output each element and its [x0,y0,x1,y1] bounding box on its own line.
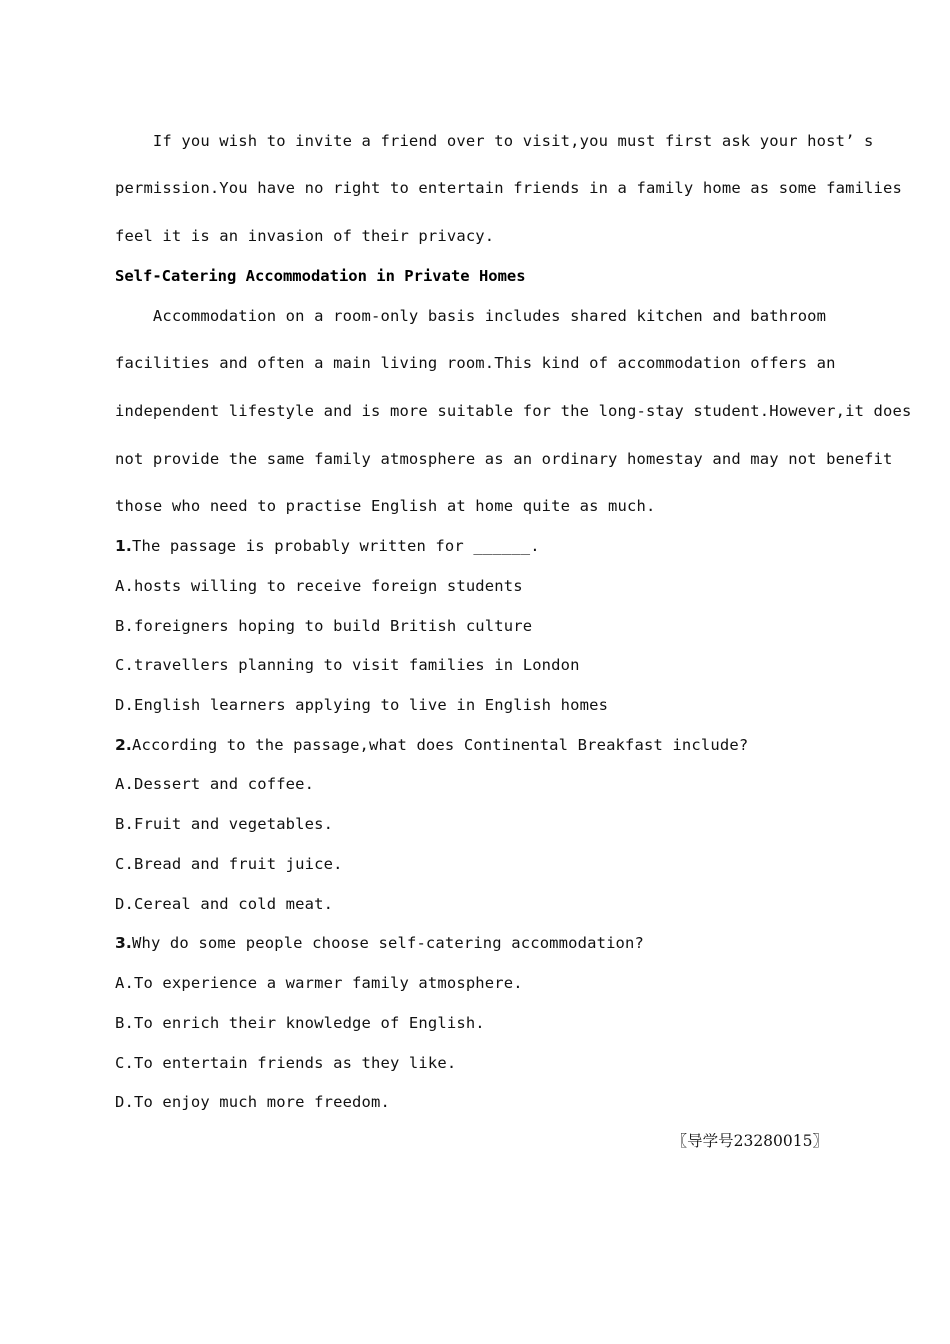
passage-line: independent lifestyle and is more suitable for the long-stay student.However,it does [115,402,912,420]
option-3b: B.To enrich their knowledge of English. [115,1014,485,1032]
passage-line: not provide the same family atmosphere as an ordinary homestay and may not benefit [115,450,893,468]
passage-line: Accommodation on a room-only basis includes shared kitchen and bathroom [115,307,827,325]
passage-line: permission.You have no right to entertain friends in a family home as some families [115,179,902,197]
passage-line: feel it is an invasion of their privacy. [115,227,495,245]
passage-line: facilities and often a main living room.This kind of accommodation offers an [115,354,836,372]
option-1c: C.travellers planning to visit families in London [115,656,580,674]
question-3-stem [115,933,644,953]
reference-number: 〖导学号23280015〗 [671,1132,828,1150]
option-1b: B.foreigners hoping to build British culture [115,617,533,635]
option-2b: B.Fruit and vegetables. [115,815,334,833]
section-heading: Self-Catering Accommodation in Private Homes [115,267,526,285]
question-text: According to the passage,what does Continental Breakfast include? [131,736,749,754]
question-1-stem [115,536,540,556]
option-1a: A.hosts willing to receive foreign students [115,577,523,595]
option-3c: C.To entertain friends as they like. [115,1054,457,1072]
option-2c: C.Bread and fruit juice. [115,855,343,873]
option-1d: D.English learners applying to live in English homes [115,696,609,714]
option-2d: D.Cereal and cold meat. [115,895,334,913]
question-number: 3. [115,934,132,952]
question-number: 2. [115,736,132,754]
option-2a: A.Dessert and coffee. [115,775,315,793]
option-3a: A.To experience a warmer family atmosphere. [115,974,523,992]
passage-line: those who need to practise English at home quite as much. [115,497,656,515]
question-2-stem [115,735,748,755]
question-text: The passage is probably written for ______. [131,537,540,555]
question-number: 1. [115,537,132,555]
passage-line: If you wish to invite a friend over to visit,you must first ask your host’ s [115,132,874,150]
question-text: Why do some people choose self-catering accommodation? [131,934,645,952]
option-3d: D.To enjoy much more freedom. [115,1093,390,1111]
